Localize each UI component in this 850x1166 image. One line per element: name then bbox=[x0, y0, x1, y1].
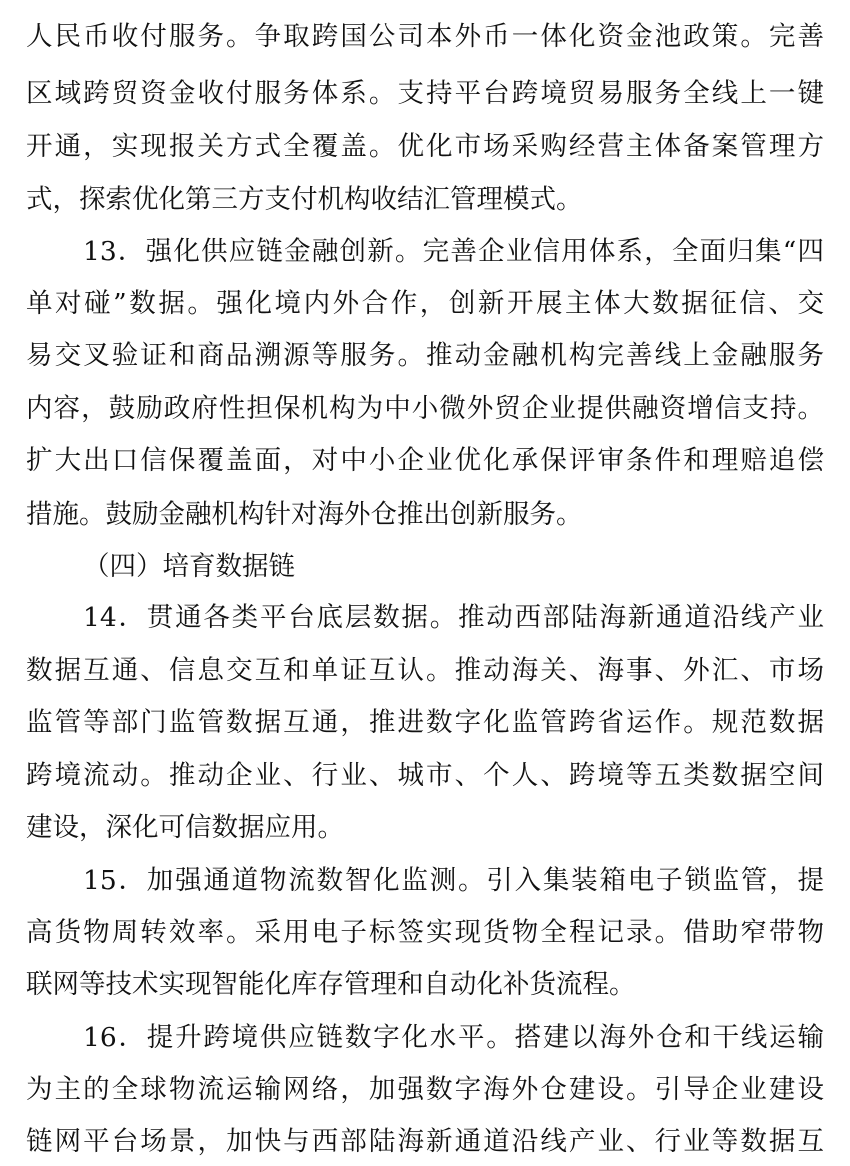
text-line: 扩大出口信保覆盖面，对中小企业优化承保评审条件和理赔追偿 bbox=[26, 445, 824, 476]
paragraph-14-first-line: 14．贯通各类平台底层数据。推动西部陆海新通道沿线产业 bbox=[83, 602, 824, 633]
text-line: 措施。鼓励金融机构针对海外仓推出创新服务。 bbox=[26, 499, 583, 530]
text-line: 链网平台场景，加快与西部陆海新通道沿线产业、行业等数据互 bbox=[26, 1126, 824, 1157]
paragraph-13-first-line: 13．强化供应链金融创新。完善企业信用体系，全面归集“四 bbox=[83, 236, 824, 267]
paragraph-15-first-line: 15．加强通道物流数智化监测。引入集装箱电子锁监管，提 bbox=[83, 865, 824, 896]
section-heading: （四）培育数据链 bbox=[83, 551, 295, 582]
text-line: 内容，鼓励政府性担保机构为中小微外贸企业提供融资增信支持。 bbox=[26, 393, 824, 424]
text-line: 区域跨贸资金收付服务体系。支持平台跨境贸易服务全线上一键 bbox=[26, 78, 824, 109]
text-line: 监管等部门监管数据互通，推进数字化监管跨省运作。规范数据 bbox=[26, 707, 824, 738]
text-line: 为主的全球物流运输网络，加强数字海外仓建设。引导企业建设 bbox=[26, 1074, 824, 1105]
text-line: 数据互通、信息交互和单证互认。推动海关、海事、外汇、市场 bbox=[26, 655, 824, 686]
text-line: 跨境流动。推动企业、行业、城市、个人、跨境等五类数据空间 bbox=[26, 760, 824, 791]
text-line: 开通，实现报关方式全覆盖。优化市场采购经营主体备案管理方 bbox=[26, 131, 824, 162]
paragraph-16-first-line: 16．提升跨境供应链数字化水平。搭建以海外仓和干线运输 bbox=[83, 1022, 824, 1053]
text-line: 联网等技术实现智能化库存管理和自动化补货流程。 bbox=[26, 969, 636, 1000]
text-line: 易交叉验证和商品溯源等服务。推动金融机构完善线上金融服务 bbox=[26, 340, 824, 371]
text-line: 人民币收付服务。争取跨国公司本外币一体化资金池政策。完善 bbox=[26, 21, 824, 52]
text-line: 式，探索优化第三方支付机构收结汇管理模式。 bbox=[26, 184, 583, 215]
text-line: 建设，深化可信数据应用。 bbox=[26, 812, 344, 843]
text-line: 单对碰”数据。强化境内外合作，创新开展主体大数据征信、交 bbox=[26, 288, 824, 319]
text-line: 高货物周转效率。采用电子标签实现货物全程记录。借助窄带物 bbox=[26, 917, 824, 948]
